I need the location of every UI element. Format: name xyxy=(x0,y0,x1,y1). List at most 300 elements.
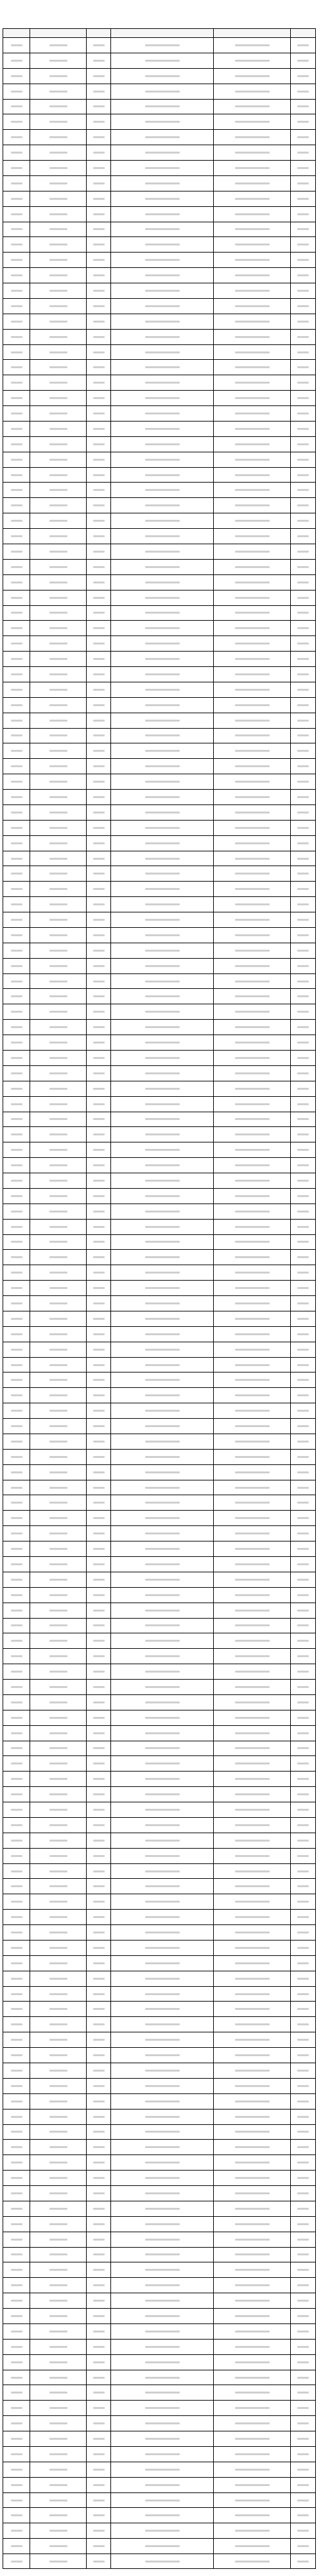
unreadable-text-placeholder xyxy=(297,1133,309,1135)
table-cell-position xyxy=(213,1618,290,1633)
unreadable-text-placeholder xyxy=(93,612,105,614)
unreadable-text-placeholder xyxy=(11,1241,22,1243)
table-cell-score xyxy=(86,912,110,927)
unreadable-text-placeholder xyxy=(93,919,105,921)
table-cell-score xyxy=(86,2293,110,2308)
unreadable-text-placeholder xyxy=(11,2101,22,2102)
unreadable-text-placeholder xyxy=(11,198,22,200)
table-cell-unit xyxy=(110,1249,213,1265)
table-cell-unit xyxy=(110,743,213,758)
table-cell-note xyxy=(290,866,316,881)
table-cell-exam-number xyxy=(30,467,86,483)
table-cell-unit xyxy=(110,1403,213,1418)
unreadable-text-placeholder xyxy=(145,213,180,215)
table-cell-note xyxy=(290,1295,316,1311)
unreadable-text-placeholder xyxy=(235,1441,270,1443)
table-cell-note xyxy=(290,2293,316,2308)
table-cell-score xyxy=(86,1802,110,1817)
unreadable-text-placeholder xyxy=(93,720,105,722)
candidate-table xyxy=(3,28,316,2569)
table-cell-position xyxy=(213,390,290,405)
unreadable-text-placeholder xyxy=(49,750,67,752)
unreadable-text-placeholder xyxy=(235,934,270,936)
unreadable-text-placeholder xyxy=(93,2253,105,2255)
unreadable-text-placeholder xyxy=(145,1840,180,1842)
unreadable-text-placeholder xyxy=(49,1103,67,1105)
table-cell-score xyxy=(86,2109,110,2124)
unreadable-text-placeholder xyxy=(49,1211,67,1212)
table-cell-exam-number xyxy=(30,1173,86,1188)
table-row xyxy=(3,988,316,1004)
table-cell-note xyxy=(290,1940,316,1955)
unreadable-text-placeholder xyxy=(93,1394,105,1396)
table-cell-unit xyxy=(110,927,213,943)
table-cell-note xyxy=(290,851,316,866)
table-cell-exam-number xyxy=(30,912,86,927)
table-cell-note xyxy=(290,943,316,958)
unreadable-text-placeholder xyxy=(235,2192,270,2194)
unreadable-text-placeholder xyxy=(297,627,309,629)
table-cell-unit xyxy=(110,359,213,375)
table-cell-exam-number xyxy=(30,743,86,758)
unreadable-text-placeholder xyxy=(145,2438,180,2440)
unreadable-text-placeholder xyxy=(297,182,309,184)
unreadable-text-placeholder xyxy=(297,2284,309,2286)
unreadable-text-placeholder xyxy=(49,1870,67,1872)
table-cell-exam-number xyxy=(30,375,86,390)
table-cell-position xyxy=(213,544,290,559)
table-cell-note xyxy=(290,513,316,528)
table-cell-note xyxy=(290,2308,316,2323)
table-row xyxy=(3,1142,316,1157)
unreadable-text-placeholder xyxy=(297,2469,309,2471)
unreadable-text-placeholder xyxy=(49,903,67,905)
unreadable-text-placeholder xyxy=(145,765,180,767)
table-row xyxy=(3,2247,316,2262)
table-cell-name xyxy=(3,2124,30,2140)
table-cell-name xyxy=(3,820,30,835)
table-cell-position xyxy=(213,528,290,544)
unreadable-text-placeholder xyxy=(49,2407,67,2409)
unreadable-text-placeholder xyxy=(93,2484,105,2486)
unreadable-text-placeholder xyxy=(145,1824,180,1826)
table-cell-name xyxy=(3,344,30,360)
table-cell-exam-number xyxy=(30,1940,86,1955)
unreadable-text-placeholder xyxy=(235,259,270,261)
unreadable-text-placeholder xyxy=(145,2192,180,2194)
table-cell-exam-number xyxy=(30,1449,86,1464)
table-cell-score xyxy=(86,421,110,436)
unreadable-text-placeholder xyxy=(93,274,105,276)
unreadable-text-placeholder xyxy=(93,1471,105,1473)
unreadable-text-placeholder xyxy=(11,2177,22,2179)
table-cell-name xyxy=(3,252,30,267)
table-cell-score xyxy=(86,2047,110,2063)
table-cell-position xyxy=(213,2185,290,2201)
table-cell-exam-number xyxy=(30,973,86,989)
table-cell-note xyxy=(290,2047,316,2063)
table-cell-name xyxy=(3,375,30,390)
unreadable-text-placeholder xyxy=(49,827,67,829)
unreadable-text-placeholder xyxy=(235,2039,270,2041)
table-cell-unit xyxy=(110,2124,213,2140)
table-cell-position xyxy=(213,866,290,881)
table-cell-exam-number xyxy=(30,1464,86,1480)
table-cell-position xyxy=(213,2308,290,2323)
table-cell-note xyxy=(290,1633,316,1648)
table-cell-name xyxy=(3,129,30,145)
unreadable-text-placeholder xyxy=(11,75,22,77)
unreadable-text-placeholder xyxy=(145,1149,180,1151)
table-row xyxy=(3,1065,316,1081)
table-cell-exam-number xyxy=(30,1188,86,1204)
unreadable-text-placeholder xyxy=(145,796,180,798)
table-cell-unit xyxy=(110,2216,213,2232)
table-cell-note xyxy=(290,1326,316,1342)
unreadable-text-placeholder xyxy=(93,1318,105,1320)
unreadable-text-placeholder xyxy=(297,1870,309,1872)
table-cell-name xyxy=(3,160,30,175)
table-cell-unit xyxy=(110,1326,213,1342)
unreadable-text-placeholder xyxy=(145,75,180,77)
unreadable-text-placeholder xyxy=(49,1042,67,1044)
table-cell-exam-number xyxy=(30,866,86,881)
unreadable-text-placeholder xyxy=(93,1809,105,1811)
table-cell-unit xyxy=(110,896,213,912)
unreadable-text-placeholder xyxy=(49,290,67,292)
unreadable-text-placeholder xyxy=(235,2315,270,2317)
unreadable-text-placeholder xyxy=(11,2315,22,2317)
unreadable-text-placeholder xyxy=(49,1717,67,1719)
table-cell-unit xyxy=(110,943,213,958)
table-cell-note xyxy=(290,528,316,544)
table-cell-note xyxy=(290,2032,316,2047)
unreadable-text-placeholder xyxy=(145,1579,180,1581)
table-cell-unit xyxy=(110,1372,213,1387)
table-cell-exam-number xyxy=(30,1924,86,1940)
unreadable-text-placeholder xyxy=(11,1962,22,1964)
table-row xyxy=(3,2001,316,2016)
table-cell-unit xyxy=(110,482,213,497)
table-cell-score xyxy=(86,1833,110,1848)
unreadable-text-placeholder xyxy=(297,842,309,844)
unreadable-text-placeholder xyxy=(145,1241,180,1243)
unreadable-text-placeholder xyxy=(11,474,22,476)
table-row xyxy=(3,1234,316,1250)
table-cell-name xyxy=(3,1940,30,1955)
unreadable-text-placeholder xyxy=(11,2192,22,2194)
table-cell-exam-number xyxy=(30,574,86,590)
unreadable-text-placeholder xyxy=(235,1563,270,1565)
unreadable-text-placeholder xyxy=(11,1180,22,1182)
table-cell-note xyxy=(290,236,316,252)
table-cell-position xyxy=(213,2400,290,2415)
table-cell-score xyxy=(86,1495,110,1510)
unreadable-text-placeholder xyxy=(49,2162,67,2163)
unreadable-text-placeholder xyxy=(93,1410,105,1412)
unreadable-text-placeholder xyxy=(93,673,105,675)
table-row xyxy=(3,1342,316,1357)
unreadable-text-placeholder xyxy=(49,167,67,169)
table-row xyxy=(3,2538,316,2554)
unreadable-text-placeholder xyxy=(49,1686,67,1688)
unreadable-text-placeholder xyxy=(49,1364,67,1366)
table-cell-note xyxy=(290,1971,316,1986)
unreadable-text-placeholder xyxy=(11,827,22,829)
table-cell-note xyxy=(290,789,316,804)
unreadable-text-placeholder xyxy=(49,520,67,522)
unreadable-text-placeholder xyxy=(145,1870,180,1872)
table-cell-exam-number xyxy=(30,1771,86,1786)
table-cell-unit xyxy=(110,2047,213,2063)
table-cell-name xyxy=(3,2247,30,2262)
table-cell-note xyxy=(290,84,316,99)
table-cell-name xyxy=(3,2538,30,2554)
table-cell-position xyxy=(213,1372,290,1387)
unreadable-text-placeholder xyxy=(93,1655,105,1657)
unreadable-text-placeholder xyxy=(49,2085,67,2087)
unreadable-text-placeholder xyxy=(49,1241,67,1243)
table-cell-name xyxy=(3,1955,30,1971)
unreadable-text-placeholder xyxy=(49,2269,67,2271)
table-cell-exam-number xyxy=(30,1004,86,1019)
table-cell-note xyxy=(290,1556,316,1572)
table-cell-name xyxy=(3,943,30,958)
unreadable-text-placeholder xyxy=(11,1211,22,1212)
table-cell-unit xyxy=(110,1648,213,1664)
table-cell-score xyxy=(86,1863,110,1879)
table-row xyxy=(3,528,316,544)
unreadable-text-placeholder xyxy=(11,781,22,783)
table-cell-unit xyxy=(110,84,213,99)
unreadable-text-placeholder xyxy=(235,91,270,93)
table-cell-unit xyxy=(110,1525,213,1541)
unreadable-text-placeholder xyxy=(11,1318,22,1320)
unreadable-text-placeholder xyxy=(11,2085,22,2087)
table-cell-exam-number xyxy=(30,2477,86,2492)
unreadable-text-placeholder xyxy=(145,1487,180,1489)
unreadable-text-placeholder xyxy=(93,2392,105,2394)
table-cell-note xyxy=(290,927,316,943)
table-cell-unit xyxy=(110,1986,213,2002)
table-cell-score xyxy=(86,896,110,912)
table-cell-note xyxy=(290,160,316,175)
table-cell-score xyxy=(86,2462,110,2477)
table-row xyxy=(3,497,316,513)
table-cell-exam-number xyxy=(30,2308,86,2323)
unreadable-text-placeholder xyxy=(93,213,105,215)
unreadable-text-placeholder xyxy=(49,1640,67,1642)
table-row xyxy=(3,1833,316,1848)
unreadable-text-placeholder xyxy=(297,321,309,323)
unreadable-text-placeholder xyxy=(49,1502,67,1504)
table-cell-name xyxy=(3,1710,30,1725)
unreadable-text-placeholder xyxy=(297,1686,309,1688)
table-cell-score xyxy=(86,160,110,175)
unreadable-text-placeholder xyxy=(297,382,309,384)
unreadable-text-placeholder xyxy=(49,1548,67,1550)
unreadable-text-placeholder xyxy=(93,228,105,230)
unreadable-text-placeholder xyxy=(49,1763,67,1764)
unreadable-text-placeholder xyxy=(49,981,67,982)
unreadable-text-placeholder xyxy=(145,627,180,629)
table-cell-score xyxy=(86,222,110,237)
unreadable-text-placeholder xyxy=(145,1364,180,1366)
unreadable-text-placeholder xyxy=(11,2054,22,2056)
unreadable-text-placeholder xyxy=(235,965,270,967)
unreadable-text-placeholder xyxy=(145,1855,180,1857)
unreadable-text-placeholder xyxy=(49,121,67,123)
table-cell-note xyxy=(290,2507,316,2523)
unreadable-text-placeholder xyxy=(297,643,309,644)
unreadable-text-placeholder xyxy=(93,1302,105,1304)
unreadable-text-placeholder xyxy=(49,504,67,506)
table-row xyxy=(3,1081,316,1096)
table-cell-score xyxy=(86,1679,110,1694)
table-cell-position xyxy=(213,1480,290,1495)
unreadable-text-placeholder xyxy=(11,2146,22,2148)
unreadable-text-placeholder xyxy=(297,1502,309,1504)
table-cell-name xyxy=(3,2047,30,2063)
unreadable-text-placeholder xyxy=(49,1471,67,1473)
unreadable-text-placeholder xyxy=(235,2070,270,2072)
table-cell-unit xyxy=(110,1096,213,1112)
table-cell-score xyxy=(86,835,110,851)
table-cell-name xyxy=(3,896,30,912)
unreadable-text-placeholder xyxy=(11,1993,22,1995)
unreadable-text-placeholder xyxy=(93,1594,105,1596)
table-row xyxy=(3,1848,316,1863)
table-cell-note xyxy=(290,666,316,682)
table-cell-unit xyxy=(110,1434,213,1449)
unreadable-text-placeholder xyxy=(11,351,22,353)
unreadable-text-placeholder xyxy=(297,2239,309,2241)
unreadable-text-placeholder xyxy=(145,1226,180,1228)
table-cell-name xyxy=(3,2370,30,2385)
unreadable-text-placeholder xyxy=(93,1548,105,1550)
unreadable-text-placeholder xyxy=(297,1901,309,1903)
table-cell-note xyxy=(290,1188,316,1204)
table-cell-unit xyxy=(110,2370,213,2385)
table-cell-unit xyxy=(110,1694,213,1710)
table-cell-position xyxy=(213,53,290,68)
table-cell-position xyxy=(213,2538,290,2554)
unreadable-text-placeholder xyxy=(145,1379,180,1381)
unreadable-text-placeholder xyxy=(145,2177,180,2179)
table-cell-exam-number xyxy=(30,1556,86,1572)
unreadable-text-placeholder xyxy=(235,1287,270,1289)
unreadable-text-placeholder xyxy=(297,1256,309,1258)
unreadable-text-placeholder xyxy=(49,1333,67,1335)
table-cell-position xyxy=(213,896,290,912)
table-cell-unit xyxy=(110,1418,213,1434)
unreadable-text-placeholder xyxy=(49,474,67,476)
table-cell-name xyxy=(3,1403,30,1418)
table-cell-position xyxy=(213,1050,290,1065)
table-cell-note xyxy=(290,912,316,927)
table-cell-name xyxy=(3,1464,30,1480)
unreadable-text-placeholder xyxy=(11,566,22,568)
table-cell-position xyxy=(213,191,290,206)
table-cell-exam-number xyxy=(30,927,86,943)
table-cell-note xyxy=(290,2492,316,2508)
unreadable-text-placeholder xyxy=(235,167,270,169)
unreadable-text-placeholder xyxy=(145,152,180,154)
table-cell-exam-number xyxy=(30,1035,86,1050)
table-cell-name xyxy=(3,1572,30,1587)
table-cell-position xyxy=(213,2139,290,2154)
table-row xyxy=(3,2262,316,2277)
table-row xyxy=(3,206,316,222)
table-cell-score xyxy=(86,2032,110,2047)
table-cell-unit xyxy=(110,574,213,590)
unreadable-text-placeholder xyxy=(49,228,67,230)
table-cell-unit xyxy=(110,1587,213,1603)
unreadable-text-placeholder xyxy=(49,673,67,675)
table-cell-unit xyxy=(110,145,213,160)
table-row xyxy=(3,236,316,252)
unreadable-text-placeholder xyxy=(93,520,105,522)
unreadable-text-placeholder xyxy=(297,2438,309,2440)
unreadable-text-placeholder xyxy=(145,2453,180,2455)
table-row xyxy=(3,267,316,283)
table-cell-exam-number xyxy=(30,804,86,820)
table-cell-unit xyxy=(110,2400,213,2415)
table-row xyxy=(3,2124,316,2140)
unreadable-text-placeholder xyxy=(235,44,270,46)
unreadable-text-placeholder xyxy=(93,1164,105,1166)
table-cell-position xyxy=(213,1126,290,1142)
table-cell-exam-number xyxy=(30,2139,86,2154)
table-cell-position xyxy=(213,1434,290,1449)
table-cell-exam-number xyxy=(30,1863,86,1879)
table-cell-position xyxy=(213,758,290,774)
table-cell-score xyxy=(86,1112,110,1127)
table-cell-note xyxy=(290,222,316,237)
unreadable-text-placeholder xyxy=(145,1456,180,1458)
unreadable-text-placeholder xyxy=(49,259,67,261)
table-cell-note xyxy=(290,497,316,513)
unreadable-text-placeholder xyxy=(297,91,309,93)
unreadable-text-placeholder xyxy=(49,443,67,445)
table-cell-unit xyxy=(110,835,213,851)
table-cell-position xyxy=(213,1955,290,1971)
unreadable-text-placeholder xyxy=(11,1747,22,1749)
unreadable-text-placeholder xyxy=(11,1103,22,1105)
unreadable-text-placeholder xyxy=(145,1548,180,1550)
table-cell-name xyxy=(3,1311,30,1326)
unreadable-text-placeholder xyxy=(11,995,22,997)
unreadable-text-placeholder xyxy=(49,1302,67,1304)
table-cell-exam-number xyxy=(30,99,86,114)
unreadable-text-placeholder xyxy=(145,489,180,491)
unreadable-text-placeholder xyxy=(297,1978,309,1980)
table-cell-name xyxy=(3,2385,30,2400)
table-cell-exam-number xyxy=(30,114,86,129)
table-row xyxy=(3,635,316,651)
table-cell-exam-number xyxy=(30,1157,86,1173)
unreadable-text-placeholder xyxy=(235,1594,270,1596)
table-cell-unit xyxy=(110,2247,213,2262)
unreadable-text-placeholder xyxy=(11,2208,22,2210)
table-row xyxy=(3,513,316,528)
table-cell-position xyxy=(213,1265,290,1280)
table-cell-unit xyxy=(110,1173,213,1188)
table-cell-exam-number xyxy=(30,1357,86,1372)
table-cell-unit xyxy=(110,236,213,252)
table-row xyxy=(3,1924,316,1940)
unreadable-text-placeholder xyxy=(49,2054,67,2056)
